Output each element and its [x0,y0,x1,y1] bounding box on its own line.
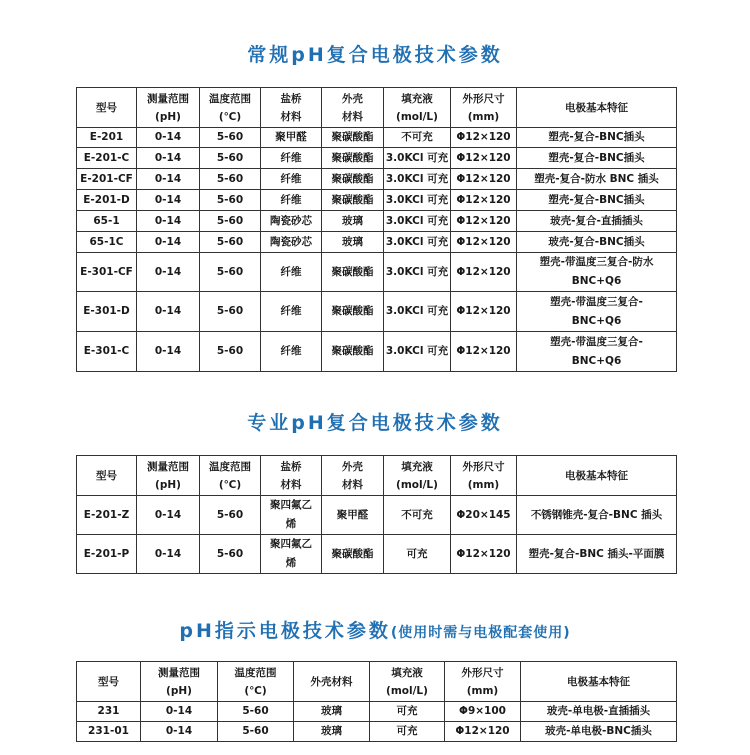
cell-temp: 5-60 [200,332,261,372]
cell-fill: 可充 [384,535,451,574]
cell-size: Φ12×120 [451,169,517,190]
cell-temp: 5-60 [200,292,261,332]
cell-features: 塑壳-复合-BNC 插头-平面膜 [517,535,677,574]
header-size: 外形尺寸 (mm) [451,88,517,128]
cell-temp: 5-60 [218,722,294,742]
header-temp: 温度范围 (℃) [218,662,294,702]
cell-shell: 聚碳酸酯 [322,253,384,292]
cell-fill: 不可充 [384,496,451,535]
cell-saltbridge: 纤维 [261,253,322,292]
cell-size: Φ9×100 [445,702,521,722]
header-model: 型号 [77,88,137,128]
cell-saltbridge: 纤维 [261,292,322,332]
cell-range: 0-14 [141,722,218,742]
table-row [77,332,677,372]
header-size: 外形尺寸 (mm) [445,662,521,702]
table-row [77,535,677,574]
cell-saltbridge: 纤维 [261,332,322,372]
header-size: 外形尺寸 (mm) [451,456,517,496]
cell-saltbridge: 聚四氟乙 烯 [261,496,322,535]
cell-model: E-201-Z [77,496,137,535]
cell-saltbridge: 纤维 [261,169,322,190]
cell-size: Φ12×120 [451,332,517,372]
cell-size: Φ12×120 [451,211,517,232]
cell-model: E-301-C [77,332,137,372]
table-indicator [76,661,677,742]
header-saltbridge: 盐桥 材料 [261,456,322,496]
cell-model: E-201-P [77,535,137,574]
cell-model: E-301-D [77,292,137,332]
header-shell: 外壳 材料 [322,456,384,496]
header-temp: 温度范围 (℃) [200,456,261,496]
cell-features: 玻壳-单电极-直插插头 [521,702,677,722]
cell-features: 塑壳-复合-BNC插头 [517,148,677,169]
table-row [77,702,677,722]
table-professional [76,455,677,574]
header-temp: 温度范围 (℃) [200,88,261,128]
cell-shell: 聚碳酸酯 [322,148,384,169]
cell-shell: 聚碳酸酯 [322,332,384,372]
cell-model: E-201-CF [77,169,137,190]
cell-shell: 玻璃 [322,232,384,253]
cell-model: 65-1C [77,232,137,253]
cell-shell: 聚碳酸酯 [322,190,384,211]
table-row [77,496,677,535]
cell-saltbridge: 聚甲醛 [261,128,322,148]
cell-range: 0-14 [137,211,200,232]
cell-range: 0-14 [137,148,200,169]
cell-size: Φ12×120 [451,148,517,169]
cell-range: 0-14 [137,169,200,190]
header-range: 测量范围 (pH) [137,88,200,128]
cell-range: 0-14 [137,232,200,253]
cell-size: Φ12×120 [451,292,517,332]
cell-range: 0-14 [137,190,200,211]
table-row [77,190,677,211]
cell-temp: 5-60 [200,128,261,148]
cell-saltbridge: 陶瓷砂芯 [261,211,322,232]
cell-saltbridge: 陶瓷砂芯 [261,232,322,253]
cell-features: 塑壳-复合-防水 BNC 插头 [517,169,677,190]
header-fill: 填充液 (mol/L) [384,456,451,496]
cell-fill: 3.0KCl 可充 [384,211,451,232]
table-row [77,128,677,148]
cell-fill: 不可充 [384,128,451,148]
cell-features: 玻壳-单电极-BNC插头 [521,722,677,742]
cell-shell: 聚甲醛 [322,496,384,535]
cell-features: 不锈钢锥壳-复合-BNC 插头 [517,496,677,535]
cell-model: 231 [77,702,141,722]
cell-features: 塑壳-复合-BNC插头 [517,190,677,211]
cell-fill: 可充 [370,702,445,722]
cell-features: 玻壳-复合-直插插头 [517,211,677,232]
title-indicator [0,616,750,646]
cell-fill: 3.0KCl 可充 [384,190,451,211]
header-shell: 外壳材料 [294,662,370,702]
cell-features: 玻壳-复合-BNC插头 [517,232,677,253]
cell-fill: 3.0KCl 可充 [384,232,451,253]
cell-shell: 聚碳酸酯 [322,169,384,190]
table-header [77,662,677,702]
cell-saltbridge: 纤维 [261,190,322,211]
cell-range: 0-14 [137,496,200,535]
cell-size: Φ12×120 [451,128,517,148]
cell-shell: 玻璃 [294,702,370,722]
cell-model: 65-1 [77,211,137,232]
cell-model: E-201-C [77,148,137,169]
header-fill: 填充液 (mol/L) [370,662,445,702]
cell-model: 231-01 [77,722,141,742]
cell-temp: 5-60 [200,169,261,190]
cell-features: 塑壳-带温度三复合-防水 BNC+Q6 [517,253,677,292]
cell-fill: 3.0KCl 可充 [384,292,451,332]
header-features: 电极基本特征 [517,456,677,496]
cell-shell: 玻璃 [322,211,384,232]
cell-range: 0-14 [137,292,200,332]
table-row [77,232,677,253]
cell-range: 0-14 [141,702,218,722]
cell-shell: 聚碳酸酯 [322,292,384,332]
table-row [77,148,677,169]
cell-temp: 5-60 [200,211,261,232]
cell-fill: 3.0KCl 可充 [384,148,451,169]
cell-range: 0-14 [137,253,200,292]
table-row [77,169,677,190]
cell-size: Φ20×145 [451,496,517,535]
cell-model: E-301-CF [77,253,137,292]
title-indicator-note: (使用时需与电极配套使用) [390,625,571,641]
cell-temp: 5-60 [200,148,261,169]
cell-shell: 玻璃 [294,722,370,742]
header-range: 测量范围 (pH) [137,456,200,496]
cell-fill: 3.0KCl 可充 [384,332,451,372]
table-row [77,211,677,232]
header-model: 型号 [77,456,137,496]
title-indicator-main: pH指示电极技术参数 [179,620,391,642]
cell-temp: 5-60 [200,190,261,211]
cell-features: 塑壳-带温度三复合- BNC+Q6 [517,332,677,372]
cell-temp: 5-60 [200,253,261,292]
table-row [77,722,677,742]
cell-size: Φ12×120 [451,253,517,292]
header-range: 测量范围 (pH) [141,662,218,702]
cell-range: 0-14 [137,535,200,574]
cell-size: Φ12×120 [445,722,521,742]
cell-saltbridge: 纤维 [261,148,322,169]
cell-size: Φ12×120 [451,190,517,211]
table-regular [76,87,677,372]
header-features: 电极基本特征 [521,662,677,702]
cell-fill: 可充 [370,722,445,742]
header-model: 型号 [77,662,141,702]
header-features: 电极基本特征 [517,88,677,128]
cell-shell: 聚碳酸酯 [322,535,384,574]
cell-range: 0-14 [137,332,200,372]
cell-shell: 聚碳酸酯 [322,128,384,148]
cell-temp: 5-60 [200,535,261,574]
header-shell: 外壳 材料 [322,88,384,128]
cell-saltbridge: 聚四氟乙 烯 [261,535,322,574]
title-regular: 常规pH复合电极技术参数 [247,44,503,66]
cell-model: E-201 [77,128,137,148]
cell-size: Φ12×120 [451,232,517,253]
table-row [77,292,677,332]
cell-model: E-201-D [77,190,137,211]
cell-temp: 5-60 [200,232,261,253]
cell-temp: 5-60 [200,496,261,535]
cell-range: 0-14 [137,128,200,148]
cell-features: 塑壳-带温度三复合- BNC+Q6 [517,292,677,332]
cell-fill: 3.0KCl 可充 [384,169,451,190]
header-saltbridge: 盐桥 材料 [261,88,322,128]
cell-fill: 3.0KCl 可充 [384,253,451,292]
table-row [77,253,677,292]
header-fill: 填充液 (mol/L) [384,88,451,128]
cell-features: 塑壳-复合-BNC插头 [517,128,677,148]
cell-temp: 5-60 [218,702,294,722]
title-professional: 专业pH复合电极技术参数 [247,412,503,434]
cell-size: Φ12×120 [451,535,517,574]
table-header [77,456,677,496]
table-header [77,88,677,128]
